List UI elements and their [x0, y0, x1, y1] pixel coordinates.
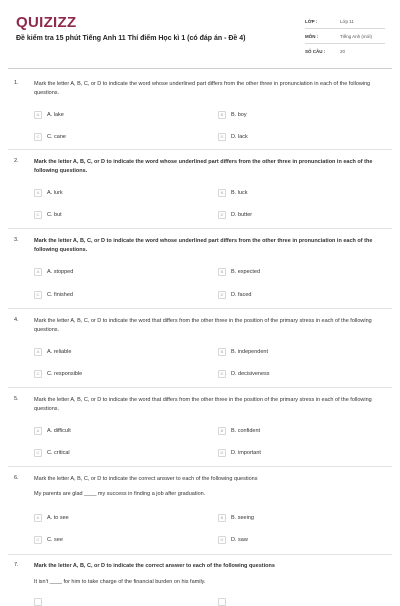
option-c[interactable]: [34, 369, 82, 378]
option-letter-box[interactable]: D: [218, 370, 226, 378]
option-text: C. responsible: [47, 370, 83, 377]
option-letter-box[interactable]: D: [218, 291, 226, 299]
option-a[interactable]: [34, 110, 64, 119]
question-number: 4.: [14, 317, 19, 323]
meta-key: LỚP :: [305, 18, 318, 24]
option-c[interactable]: [34, 210, 62, 219]
option-d[interactable]: [218, 132, 248, 141]
option-letter-box[interactable]: D: [218, 449, 226, 457]
option-letter-box[interactable]: [34, 598, 42, 606]
question-text: Mark the letter A, B, C, or D to indicate the word whose underlined part differs from the other three in pronunciation in each of the following questions.: [34, 81, 371, 96]
meta-row-subject: [305, 29, 385, 44]
question-text: Mark the letter A, B, C, or D to indicate the word that differs from the other three in the position of the primary stress in each of the following questions.: [34, 318, 372, 333]
option-a[interactable]: [34, 267, 73, 276]
header-divider: [8, 68, 392, 69]
option-b[interactable]: [218, 513, 254, 522]
option-letter-box[interactable]: B: [218, 514, 226, 522]
option-b[interactable]: [218, 597, 231, 606]
question-divider: [8, 228, 392, 229]
option-letter-box[interactable]: D: [218, 536, 226, 544]
option-letter-box[interactable]: B: [218, 111, 226, 119]
option-b[interactable]: [218, 110, 247, 119]
option-text: A. reliable: [47, 348, 72, 355]
option-text: B. luck: [231, 189, 248, 196]
option-text: C. cane: [47, 133, 66, 140]
option-text: B. seeing: [231, 514, 254, 521]
option-text: D. saw: [231, 536, 248, 543]
option-letter-box[interactable]: A: [34, 268, 42, 276]
question-text: Mark the letter A, B, C, or D to indicate the word that differs from the other three in the position of the primary stress in each of the following questions.: [34, 397, 372, 412]
question-divider: [8, 149, 392, 150]
option-b[interactable]: [218, 347, 268, 356]
option-c[interactable]: [34, 448, 70, 457]
option-b[interactable]: [218, 267, 260, 276]
option-text: A. stopped: [47, 268, 74, 275]
meta-row-class: [305, 14, 385, 29]
option-a[interactable]: [34, 188, 63, 197]
meta-value: Lớp 11: [340, 18, 354, 24]
question-text: Mark the letter A, B, C, or D to indicate the correct answer to each of the following questions: [34, 563, 275, 569]
question-number: 2.: [14, 158, 19, 164]
option-a[interactable]: [34, 597, 47, 606]
option-text: A. difficult: [47, 427, 71, 434]
option-letter-box[interactable]: A: [34, 427, 42, 435]
question-sentence: It isn't ____ for him to take charge of the financial burden on his family.: [34, 579, 206, 585]
question-divider: [8, 308, 392, 309]
option-letter-box[interactable]: A: [34, 348, 42, 356]
option-text: A. lake: [47, 111, 64, 118]
option-d[interactable]: [218, 290, 251, 299]
option-letter-box[interactable]: B: [218, 427, 226, 435]
meta-key: MÔN :: [305, 33, 319, 39]
option-d[interactable]: [218, 369, 270, 378]
question-text: Mark the letter A, B, C, or D to indicate the word whose underlined part differs from the other three in pronunciation in each of the following questions.: [34, 159, 373, 174]
page-title: Đề kiểm tra 15 phút Tiếng Anh 11 Thí điểm Học kì 1 (có đáp án - Đề 4): [16, 35, 246, 42]
option-text: B. boy: [231, 111, 247, 118]
option-a[interactable]: [34, 347, 71, 356]
option-text: D. lack: [231, 133, 248, 140]
option-text: C. critical: [47, 449, 70, 456]
question-number: 3.: [14, 237, 19, 243]
option-letter-box[interactable]: B: [218, 268, 226, 276]
meta-key: SỐ CÂU :: [305, 48, 326, 54]
option-letter-box[interactable]: A: [34, 111, 42, 119]
option-c[interactable]: [34, 290, 73, 299]
question-divider: [8, 554, 392, 555]
option-letter-box[interactable]: [218, 598, 226, 606]
meta-row-count: [305, 44, 385, 58]
option-letter-box[interactable]: A: [34, 189, 42, 197]
option-letter-box[interactable]: C: [34, 449, 42, 457]
question-sentence: My parents are glad ____ my success in finding a job after graduation.: [34, 491, 206, 497]
option-letter-box[interactable]: B: [218, 189, 226, 197]
option-c[interactable]: [34, 132, 66, 141]
option-letter-box[interactable]: C: [34, 370, 42, 378]
option-text: D. butter: [231, 211, 253, 218]
meta-value: 20: [340, 48, 346, 54]
option-text: D. faced: [231, 291, 252, 298]
option-d[interactable]: [218, 535, 248, 544]
option-letter-box[interactable]: C: [34, 291, 42, 299]
option-letter-box[interactable]: C: [34, 536, 42, 544]
question-divider: [8, 387, 392, 388]
option-b[interactable]: [218, 188, 248, 197]
question-number: 6.: [14, 475, 19, 481]
question-divider: [8, 466, 392, 467]
option-text: C. finished: [47, 291, 73, 298]
option-a[interactable]: [34, 426, 71, 435]
option-d[interactable]: [218, 448, 261, 457]
meta-value: Tiếng Anh (mới): [340, 33, 373, 39]
option-letter-box[interactable]: C: [34, 211, 42, 219]
meta-table: [305, 14, 385, 58]
option-letter-box[interactable]: B: [218, 348, 226, 356]
option-text: C. see: [47, 536, 63, 543]
option-text: D. important: [231, 449, 261, 456]
quizizz-logo: QUIZIZZ: [16, 14, 77, 31]
option-a[interactable]: [34, 513, 69, 522]
option-text: D. decisiveness: [231, 370, 270, 377]
option-text: A. lurk: [47, 189, 63, 196]
question-text: Mark the letter A, B, C, or D to indicate the word whose underlined part differs from the other three in pronunciation in each of the following questions.: [34, 238, 373, 253]
option-letter-box[interactable]: D: [218, 211, 226, 219]
option-d[interactable]: [218, 210, 252, 219]
option-letter-box[interactable]: D: [218, 133, 226, 141]
option-letter-box[interactable]: A: [34, 514, 42, 522]
question-number: 1.: [14, 80, 19, 86]
option-c[interactable]: [34, 535, 63, 544]
question-number: 7.: [14, 562, 19, 568]
option-text: B. confident: [231, 427, 261, 434]
option-text: B. independent: [231, 348, 269, 355]
question-text: Mark the letter A, B, C, or D to indicate the correct answer to each of the following questions: [34, 476, 258, 482]
option-text: C. but: [47, 211, 62, 218]
question-number: 5.: [14, 396, 19, 402]
option-b[interactable]: [218, 426, 260, 435]
option-text: B. expected: [231, 268, 261, 275]
option-letter-box[interactable]: C: [34, 133, 42, 141]
option-text: A. to see: [47, 514, 69, 521]
